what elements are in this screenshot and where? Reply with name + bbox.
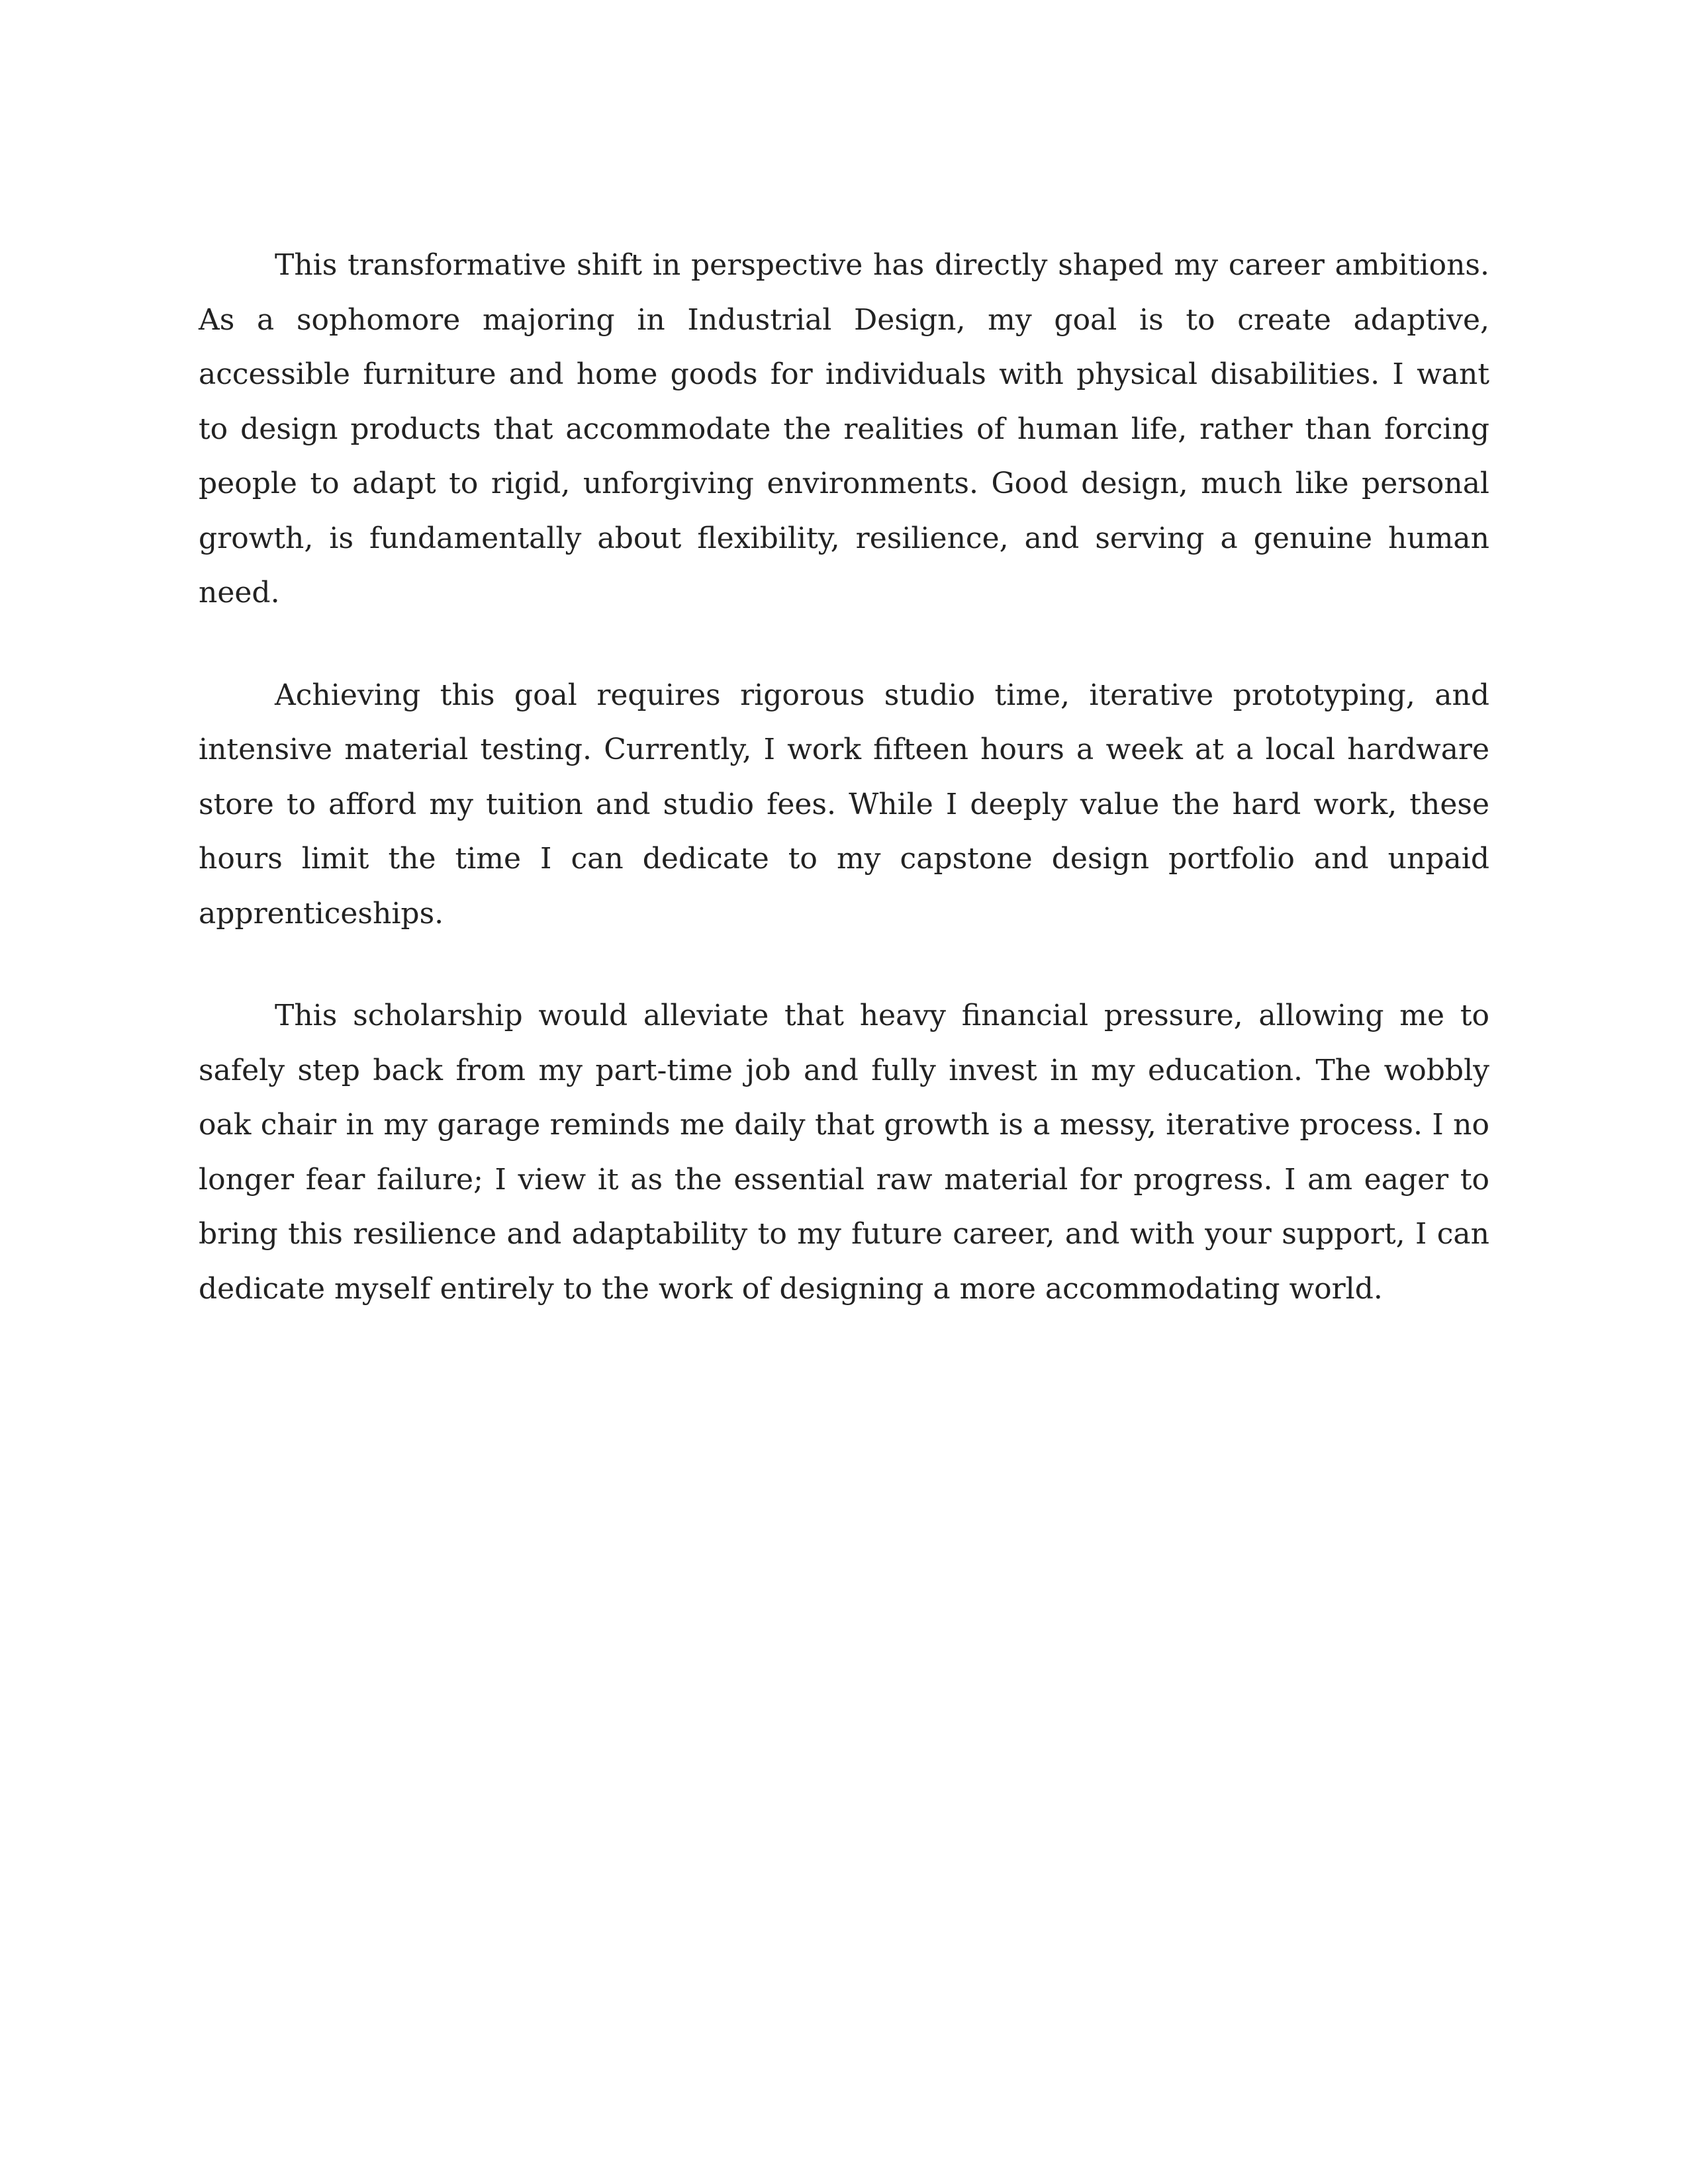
document-body — [199, 238, 1489, 1364]
paragraph-work-constraints: Achieving this goal requires rigorous studio time, iterative prototyping, and intensive material testing. Currently, I work fifteen hours a week at a local hardware store to afford my tuition and studio fees. While I deeply value the hard work, these hours limit the time I can dedicate to my capstone design portfolio and unpaid apprenticeships. — [199, 678, 1489, 931]
paragraph-career-ambitions: This transformative shift in perspective has directly shaped my career ambitions. As a sophomore majoring in Industrial Design, my goal is to create adaptive, accessible furniture and home goods for individuals with physical disabilities. I want to design products that accommodate the realities of human life, rather than forcing people to adapt to rigid, unforgiving environments. Good design, much like personal growth, is fundamentally about flexibility, resilience, and serving a genuine human need. — [199, 248, 1489, 610]
paragraph-scholarship-impact: This scholarship would alleviate that heavy financial pressure, allowing me to safely step back from my part-time job and fully invest in my education. The wobbly oak chair in my garage reminds me daily that growth is a messy, iterative process. I no longer fear failure; I view it as the essential raw material for progress. I am eager to bring this resilience and adaptability to my future career, and with your support, I can dedicate myself entirely to the work of designing a more accommodating world. — [199, 999, 1489, 1306]
